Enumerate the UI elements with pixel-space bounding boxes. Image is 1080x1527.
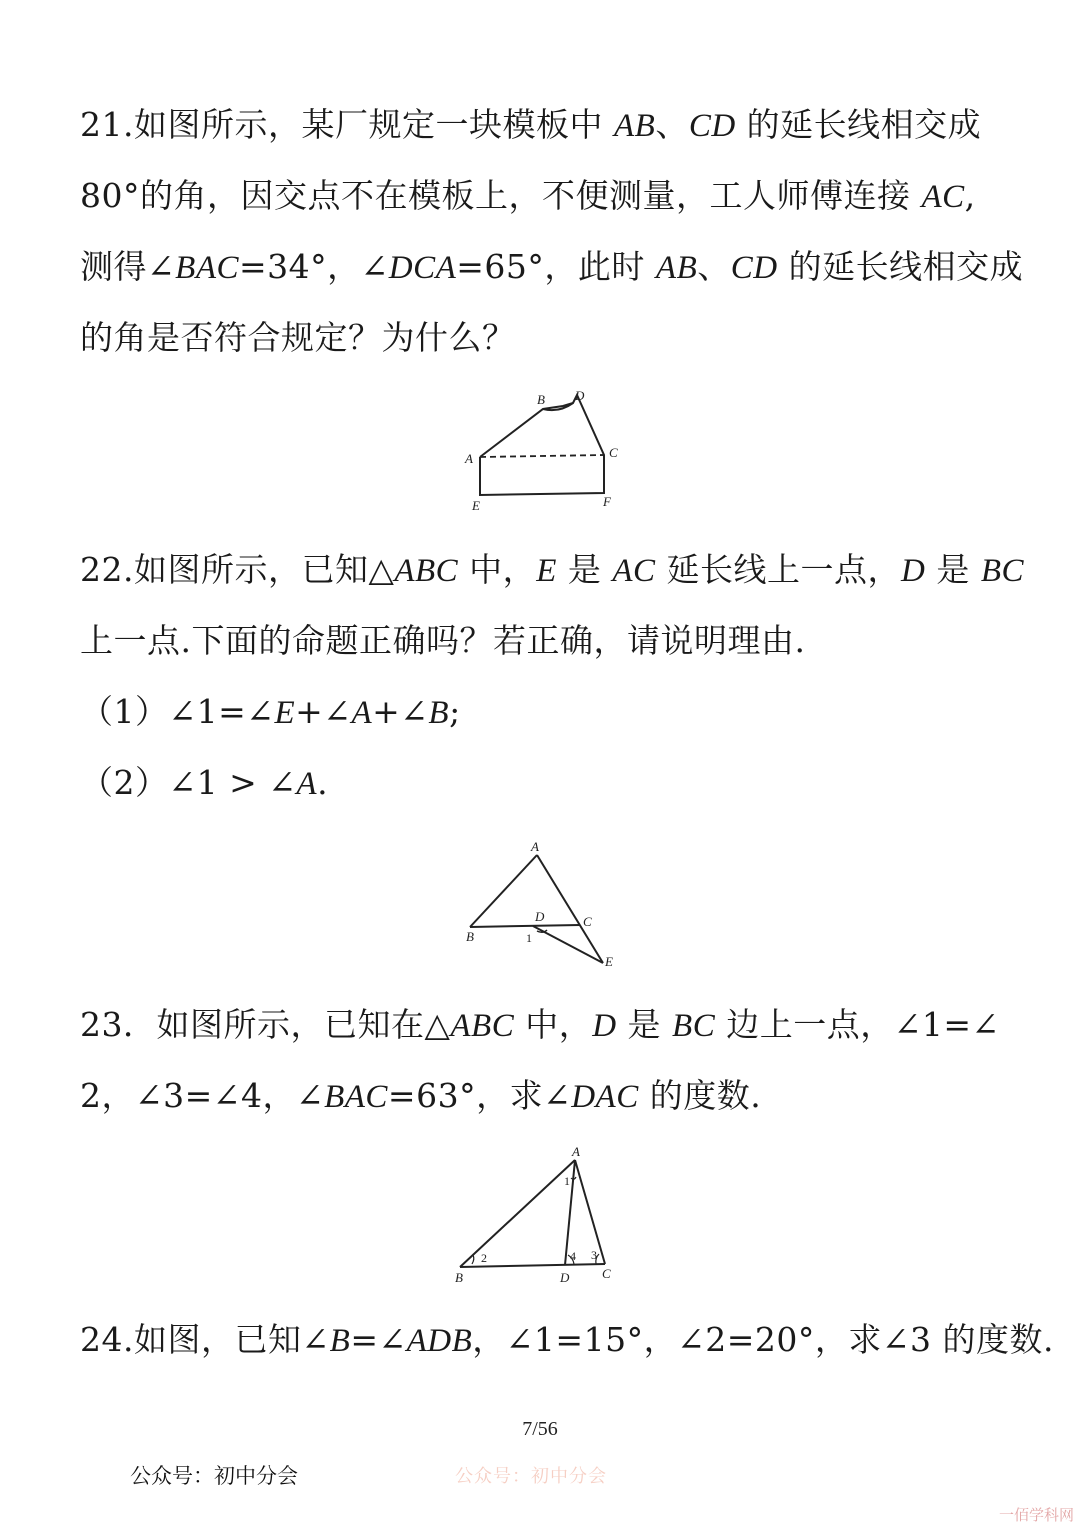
q23-label-angle-2: 2	[481, 1251, 487, 1265]
q21-label-c: C	[609, 445, 618, 460]
q22-label-c: C	[583, 914, 592, 929]
q21-dashed-ac	[480, 455, 604, 457]
q23-line-2: 2，∠3=∠4，∠BAC=63°，求∠DAC 的度数.	[80, 1076, 762, 1115]
q23-label-angle-1: 1	[564, 1174, 570, 1188]
footer-account-text: 公众号：初中分会	[130, 1464, 298, 1488]
q23-label-d: D	[560, 1270, 570, 1285]
q22-item-1: （1）∠1=∠E+∠A+∠B;	[80, 692, 461, 731]
q21-label-b: B	[537, 392, 545, 407]
q21-line-2: 80°的角，因交点不在模板上，不便测量，工人师傅连接 AC,	[80, 176, 976, 215]
q23-label-a: A	[572, 1144, 580, 1159]
q23-label-angle-3: 3	[591, 1248, 597, 1262]
q21-label-a: A	[465, 451, 473, 466]
q22-line-2: 上一点.下面的命题正确吗？若正确，请说明理由.	[80, 621, 806, 660]
q22-label-d: D	[535, 909, 545, 924]
q23-figure	[450, 1140, 625, 1285]
q21-label-d: D	[575, 388, 585, 403]
q22-side-ae	[537, 855, 603, 963]
q22-line-1: 22.如图所示，已知△ABC 中，E 是 AC 延长线上一点，D 是 BC	[80, 550, 1025, 589]
q21-label-f: F	[603, 494, 611, 509]
page-number: 7/56	[522, 1418, 558, 1440]
q23-label-b: B	[455, 1270, 463, 1285]
q22-side-bc	[470, 925, 580, 927]
q21-line-1: 21.如图所示，某厂规定一块模板中 AB、CD 的延长线相交成	[80, 105, 982, 144]
q21-template-outline	[480, 395, 604, 495]
q23-side-ba	[460, 1160, 575, 1267]
q22-label-b: B	[466, 929, 474, 944]
q23-side-ac	[575, 1160, 605, 1264]
q22-label-e: E	[605, 954, 613, 969]
q21-line-4: 的角是否符合规定？为什么？	[80, 318, 516, 357]
q22-label-angle-1: 1	[526, 931, 532, 945]
q22-side-ba	[470, 855, 537, 927]
q22-item-2: （2）∠1 > ∠A.	[80, 763, 329, 802]
q23-line-1: 23．如图所示，已知在△ABC 中，D 是 BC 边上一点，∠1=∠	[80, 1005, 1000, 1044]
q21-label-e: E	[472, 498, 480, 513]
corner-watermark: 一佰学科网	[998, 1506, 1074, 1524]
q22-figure	[455, 835, 630, 975]
q24-line-1: 24.如图，已知∠B=∠ADB，∠1=15°，∠2=20°，求∠3 的度数.	[80, 1320, 1054, 1359]
q23-label-angle-4: 4	[570, 1249, 576, 1263]
q21-line-3: 测得∠BAC=34°，∠DCA=65°，此时 AB、CD 的延长线相交成	[80, 247, 1024, 286]
footer-watermark: 公众号：初中分会	[455, 1466, 607, 1487]
q22-label-a: A	[531, 839, 539, 854]
q21-figure	[455, 385, 635, 517]
q23-label-c: C	[602, 1266, 611, 1281]
